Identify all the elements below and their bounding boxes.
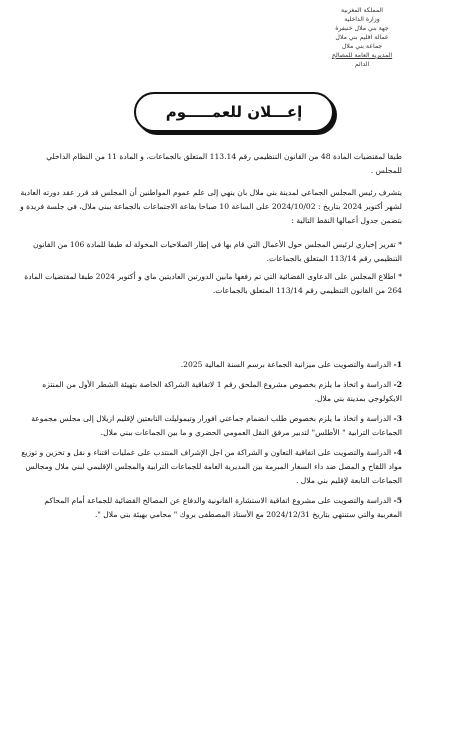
letterhead-line: المملكة المغربية [341,7,383,14]
agenda-item-text: الدراسة والتصويت على ميزانية الجماعة برسم السنة المالية 2025. [180,360,392,369]
agenda-item-number: 1- [393,360,402,369]
agenda-item-number: 3- [393,414,402,423]
agenda-list [18,358,402,528]
page-title: إعـــلان للعمـــــوم [165,103,303,121]
agenda-item [18,412,402,440]
agenda-item-text: الدراسة و اتخاذ ما يلزم بخصوص طلب انضمام جماعتي افورار وتيموليلت التابعتين لإقليم ازيلال إلى مجلس مجموعة الجماعات الترابية " الأطلس" لتدبير مرفق النقل العمومي الحضري و ما بين الجماعات ببني ملال. [31,414,402,437]
agenda-item-text: الدراسة والتصويت على مشروع اتفاقية الاستشارة القانونية والدفاع عن المصالح القضائية للجماعة أمام المحاكم المغربية والتي ستنتهي بتاريخ 2024/12/31 مع الأستاذ المصطفى بروك " محامي بهيئة بني ملال ". [44,496,402,519]
agenda-item [18,378,402,406]
letterhead-line: المديرية العامة للمصالح [331,52,393,59]
agenda-item-number: 5- [393,496,402,505]
letterhead [287,6,437,69]
agenda-item [18,494,402,522]
agenda-item-text: الدراسة والتصويت على اتفاقية التعاون و الشراكة من اجل الإشراف المنتدب على عمليات اقتناء و نقل و تخزين و توزيع مواد اللقاح و المصل ضد داء السعار المبرمة بين المديرية العامة للجماعات الترابية والمجلس الإقليمي لبني ملال ومجالس الجماعات التابعة لإقليم بني ملال . [21,448,402,485]
bullet-item: * تقرير إخباري لرئيس المجلس حول الأعمال التي قام بها في إطار الصلاحيات المخولة له طبقا للمادة 106 من القانون التنظيمي رقم 113/14 المتعلق بالجماعات. [33,240,402,263]
agenda-item [18,446,402,488]
agenda-item-text: الدراسة و اتخاذ ما يلزم بخصوص مشروع الملحق رقم 1 لاتفاقية الشراكة الخاصة بتهيئة الشطر الأول من المنتزه الايكولوجي بمدينة بني ملال. [42,380,402,403]
letterhead-line: وزارة الداخلية [344,16,380,23]
title-frame [134,92,332,132]
title-box [134,92,334,132]
intro-paragraph: يتشرف رئيس المجلس الجماعي لمدينة بني ملال بان ينهي إلى علم عموم المواطنين أن المجلس قد قرر عقد دورته العادية لشهر أكتوبر 2024 بتاريخ : 2024/10/02 على الساعة 10 صباحا بقاعة الاجتماعات بالجماعة ببني ملال، في جلسة فريدة و بتضمن جدول أعمالها النقط التالية : [20,188,402,225]
agenda-item-number: 2- [393,380,402,389]
bullet-item: * اطلاع المجلس على الدعاوى القضائية التي تم رفعها مابين الدورتين العاديتين ماي و أكتوبر 2024 طبقا لمقتضيات المادة 264 من القانون التنظيمي رقم 113/14 المتعلق بالجماعات. [24,272,402,295]
letterhead-line: عمالة اقليم بني ملال [335,34,389,41]
letterhead-line: جهة بني ملال خنيفرة [335,25,389,32]
intro-section [18,150,402,298]
intro-paragraph: طبقا لمقتضيات المادة 48 من القانون التنظيمي رقم 113.14 المتعلق بالجماعات، و المادة 11 من النظام الداخلي للمجلس . [46,152,402,175]
agenda-item-number: 4- [393,448,402,457]
letterhead-line: الدائم [354,61,370,68]
agenda-item [18,358,402,372]
letterhead-line: جماعة بني ملال [341,43,383,50]
